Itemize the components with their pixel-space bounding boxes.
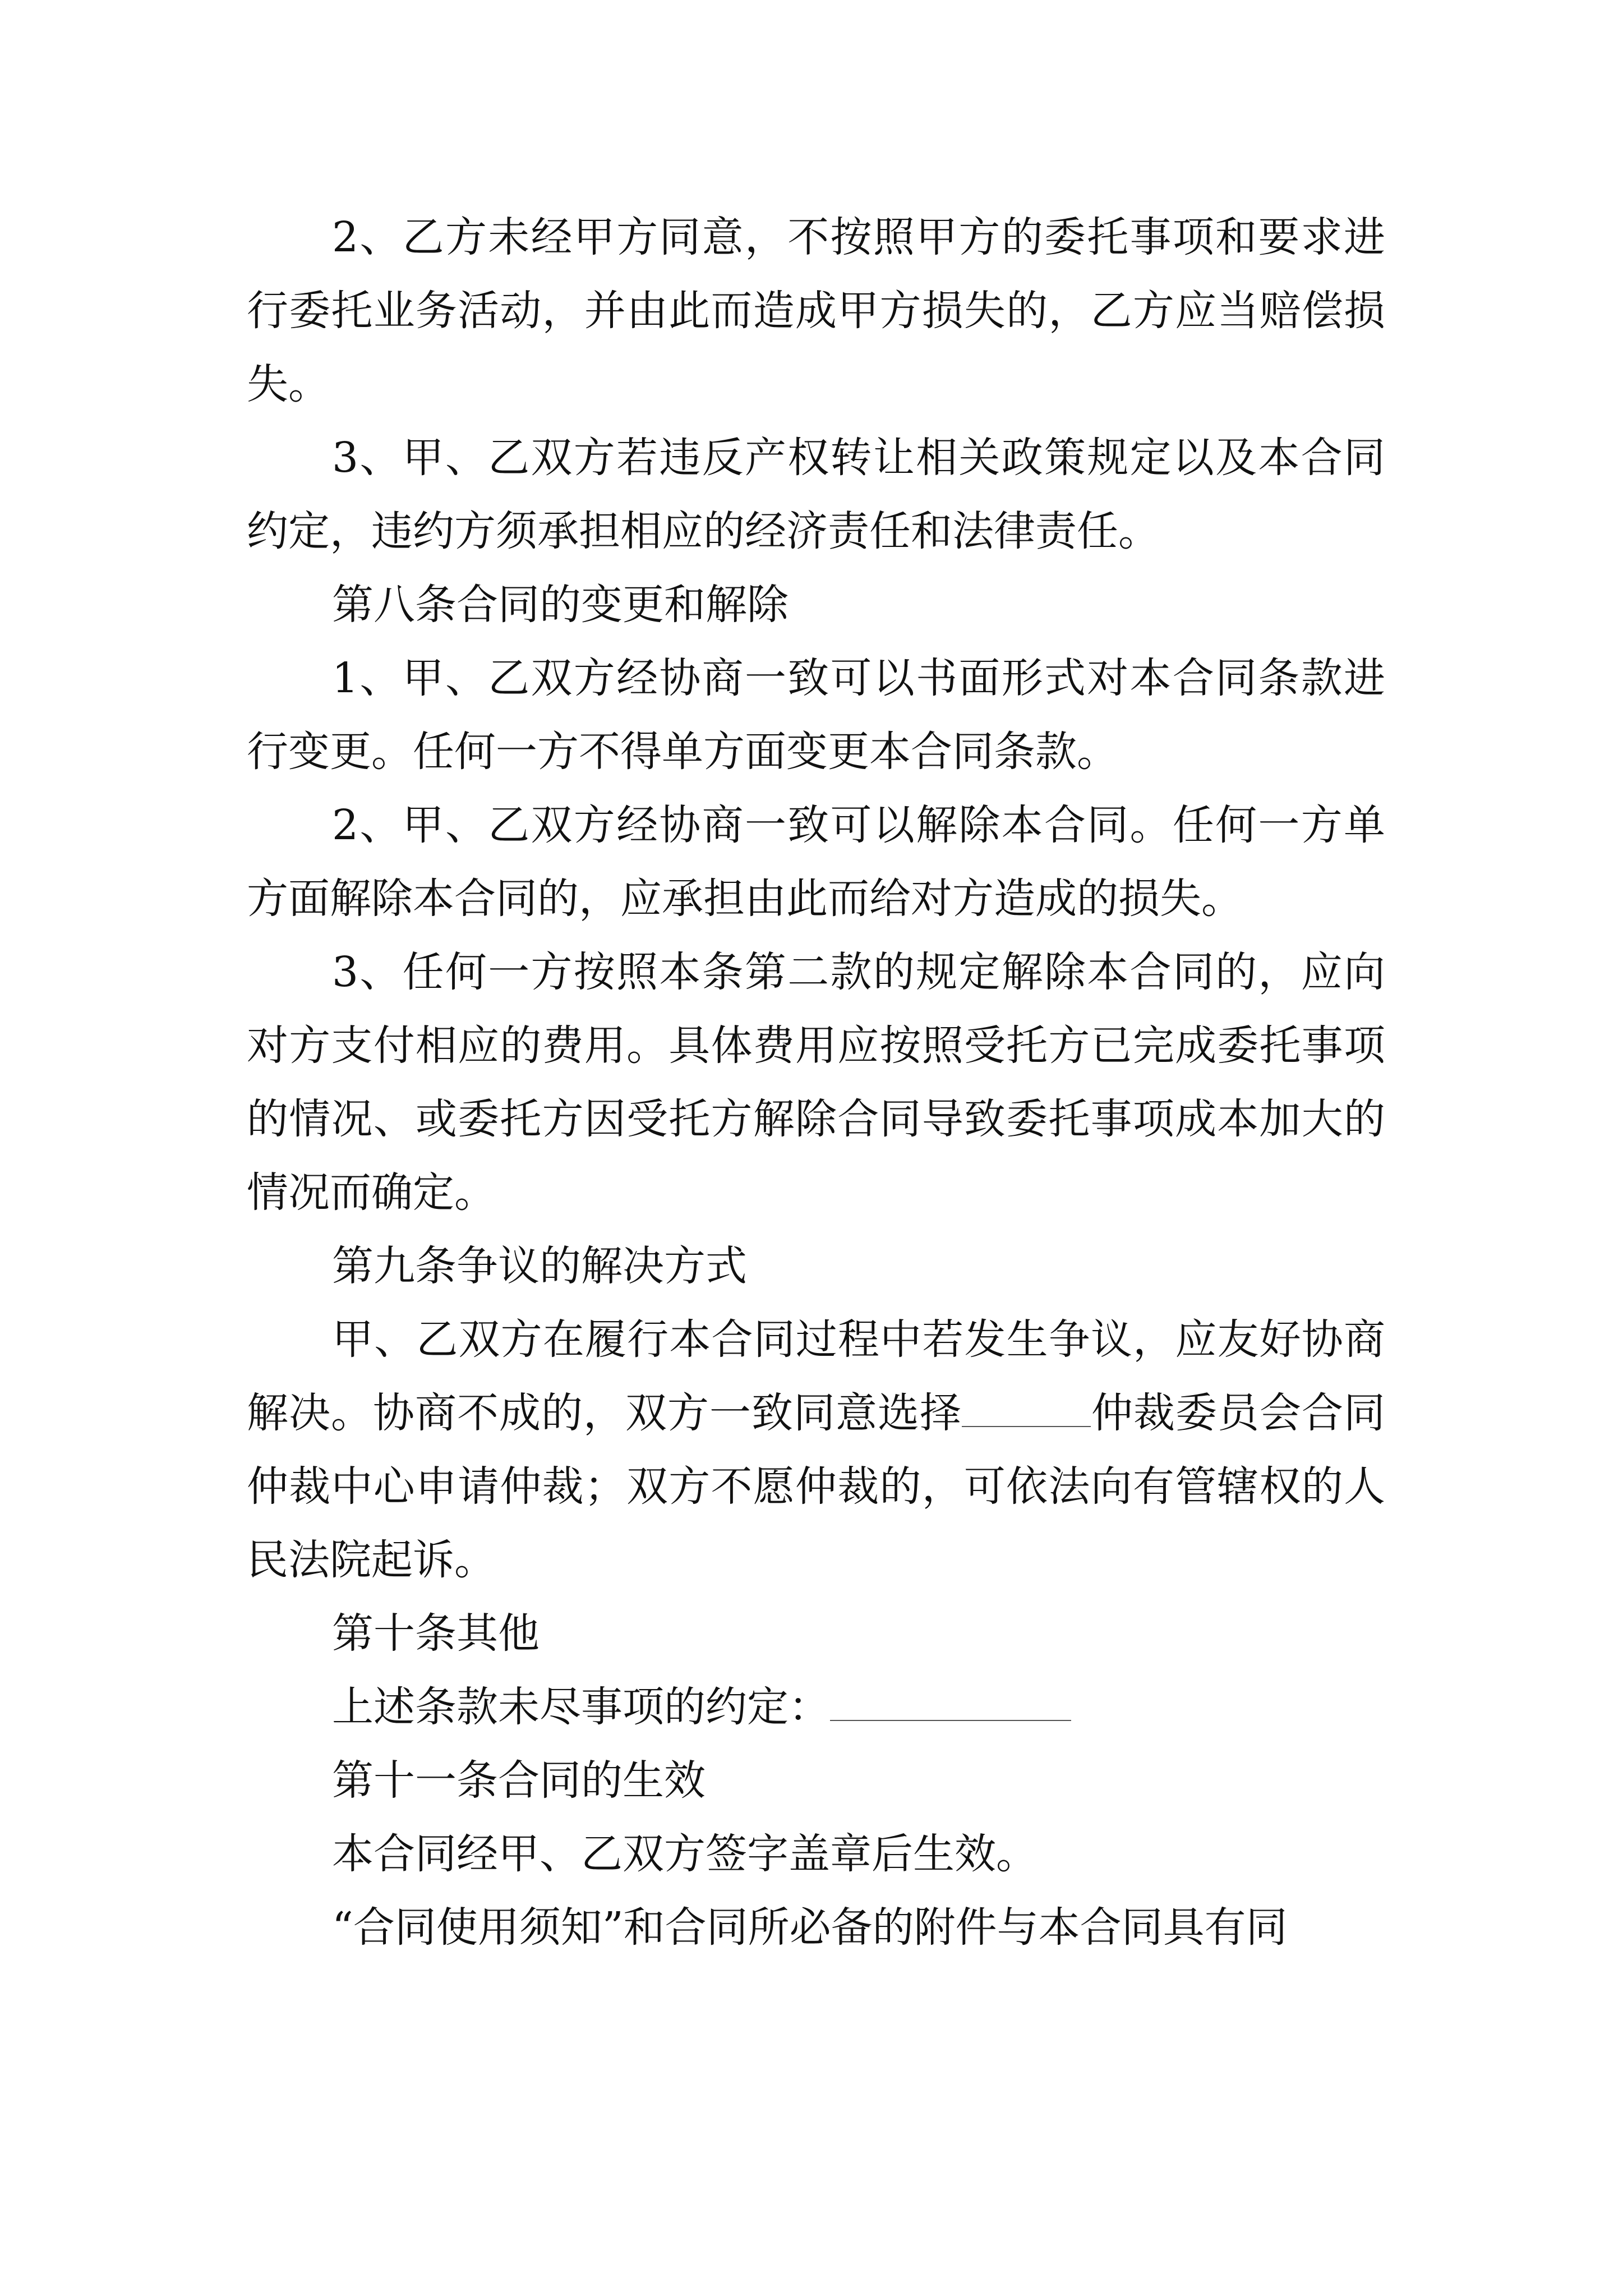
clause-paragraph: “合同使用须知”和合同所必备的附件与本合同具有同: [332, 1903, 1288, 1952]
section-heading: 第八条合同的变更和解除: [332, 581, 789, 629]
clause-paragraph: 2、甲、乙双方经协商一致可以解除本合同。任何一方单方面解除本合同的，应承担由此而给对方造成的损失。: [247, 801, 1385, 923]
dispute-clause: [247, 1303, 1385, 1597]
clause-paragraph: 3、甲、乙双方若违反产权转让相关政策规定以及本合同约定，违约方须承担相应的经济责任和法律责任。: [247, 434, 1385, 555]
dispute-text-after: 仲裁委员会合同仲裁中心申请仲裁；双方不愿仲裁的，可依法向有管辖权的人民法院起诉。: [247, 1389, 1385, 1584]
other-clause-label: 上述条款未尽事项的约定：: [332, 1683, 830, 1731]
section-heading: 第十条其他: [332, 1609, 540, 1658]
other-terms-blank: [830, 1686, 1071, 1721]
clause-paragraph: 3、任何一方按照本条第二款的规定解除本合同的，应向对方支付相应的费用。具体费用应按照受托方已完成委托事项的情况、或委托方因受托方解除合同导致委托事项成本加大的情况而确定。: [247, 948, 1385, 1217]
clause-paragraph: 本合同经甲、乙双方签字盖章后生效。: [332, 1830, 1038, 1878]
dispute-text-before: 甲、乙双方在履行本合同过程中若发生争议，应友好协商解决。协商不成的，双方一致同意选择: [247, 1315, 1385, 1437]
section-heading: 第九条争议的解决方式: [332, 1242, 747, 1290]
document-body: [247, 201, 1385, 1964]
clause-paragraph: 1、甲、乙双方经协商一致可以书面形式对本合同条款进行变更。任何一方不得单方面变更本合同条款。: [247, 654, 1385, 776]
section-heading: 第十一条合同的生效: [332, 1756, 706, 1805]
clause-paragraph: 2、乙方未经甲方同意，不按照甲方的委托事项和要求进行委托业务活动，并由此而造成甲方损失的，乙方应当赔偿损失。: [247, 213, 1385, 408]
arbitration-blank: [962, 1392, 1091, 1427]
other-clause: [247, 1671, 1385, 1744]
